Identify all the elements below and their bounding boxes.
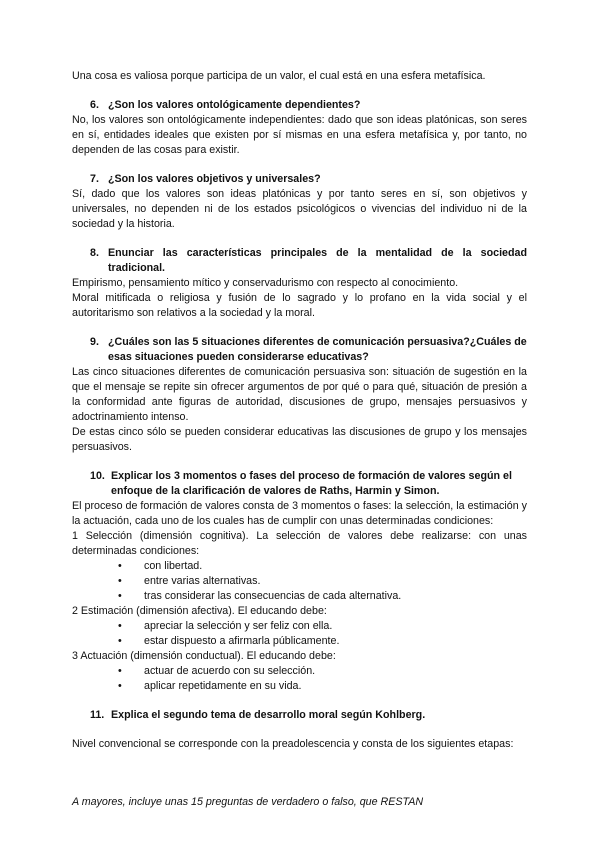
question-8 [72,246,527,321]
question-title: Explica el segundo tema de desarrollo moral según Kohlberg. [111,709,426,721]
question-9 [72,335,527,455]
question-heading [72,172,527,187]
phase-list [72,664,527,694]
question-number: 7. [90,173,99,185]
question-title: ¿Cuáles son las 5 situaciones diferentes de comunicación persuasiva?¿Cuáles de esas situaciones pueden considerarse educativas? [108,336,527,363]
intro-paragraph: Una cosa es valiosa porque participa de un valor, el cual está en una esfera metafísica. [72,70,486,82]
list-item: • apreciar la selección y ser feliz con ella. [118,619,527,634]
question-heading [72,469,527,499]
list-item: • entre varias alternativas. [118,574,527,589]
phase-heading: 2 Estimación (dimensión afectiva). El educando debe: [72,605,327,617]
list-item: • con libertad. [118,559,527,574]
question-7 [72,172,527,232]
answer-paragraph: Nivel convencional se corresponde con la preadolescencia y consta de los siguientes etapas: [72,738,514,750]
phase-list [72,619,527,649]
answer-paragraph: Moral mitificada o religiosa y fusión de lo sagrado y lo profano en la vida social y el autoritarismo son relativos a la sociedad y la moral. [72,292,527,319]
answer-paragraph: De estas cinco sólo se pueden considerar educativas las discusiones de grupo y los mensajes persuasivos. [72,426,527,453]
question-number: 6. [90,99,99,111]
question-number: 10. [90,470,105,482]
answer-paragraph: No, los valores son ontológicamente independientes: dado que son ideas platónicas, son seres en sí, entidades ideales que existen por sí mismas en una esfera metafísica y, por tanto, no dependen de las cosas para existir. [72,114,527,156]
question-title: ¿Son los valores objetivos y universales? [108,173,321,185]
list-item: • tras considerar las consecuencias de cada alternativa. [118,589,527,604]
spacer [72,723,527,737]
phase-heading: 1 Selección (dimensión cognitiva). La selección de valores debe realizarse: con unas determinadas condiciones: [72,530,527,557]
question-10 [72,469,527,694]
question-11 [72,708,527,752]
phase-heading: 3 Actuación (dimensión conductual). El educando debe: [72,650,336,662]
question-6 [72,98,527,158]
question-title: Enunciar las características principales de la mentalidad de la sociedad tradicional. [108,247,527,274]
question-number: 8. [90,247,99,259]
document-body [72,69,527,766]
question-heading [72,98,527,113]
question-heading [72,335,527,365]
answer-paragraph: Empirismo, pensamiento mítico y conservadurismo con respecto al conocimiento. [72,277,459,289]
list-item: • aplicar repetidamente en su vida. [118,679,527,694]
answer-paragraph: Sí, dado que los valores son ideas platónicas y por tanto seres en sí, son objetivos y universales, no dependen ni de los estados psicológicos o vivencias del individuo ni de la sociedad y la historia. [72,188,527,230]
question-heading [72,708,527,723]
question-number: 9. [90,336,99,348]
question-heading [72,246,527,276]
question-number: 11. [90,709,105,721]
list-item: • actuar de acuerdo con su selección. [118,664,527,679]
answer-paragraph: El proceso de formación de valores consta de 3 momentos o fases: la selección, la estimación y la actuación, cada uno de los cuales has de cumplir con unas determinadas condiciones: [72,500,527,527]
answer-paragraph: Las cinco situaciones diferentes de comunicación persuasiva son: situación de sugestión en la que el mensaje se repite sin ofrecer argumentos de por qué o para qué, situación de presión a la conformidad ante figuras de autoridad, discusiones de grupo, mensajes persuasivos y adoctrinamiento intenso. [72,366,527,423]
phase-list [72,559,527,604]
footer-note: A mayores, incluye unas 15 preguntas de verdadero o falso, que RESTAN [72,796,424,808]
list-item: • estar dispuesto a afirmarla públicamente. [118,634,527,649]
question-title: Explicar los 3 momentos o fases del proceso de formación de valores según el enfoque de la clarificación de valores de Raths, Harmin y Simon. [111,470,512,497]
question-title: ¿Son los valores ontológicamente dependientes? [108,99,361,111]
